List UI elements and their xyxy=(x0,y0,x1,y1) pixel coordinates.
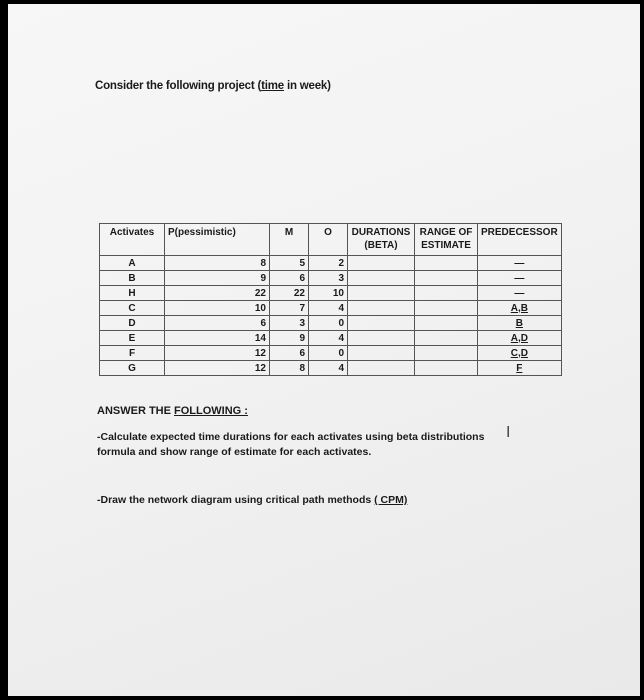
cell-activity xyxy=(100,301,165,316)
header-range-line1: RANGE OF xyxy=(419,227,473,238)
cell-o xyxy=(309,271,348,286)
cell-m-text: 9 xyxy=(299,332,305,344)
title-underlined: time xyxy=(261,80,284,92)
question-2 xyxy=(97,494,407,506)
table-row xyxy=(100,316,562,331)
cell-pessimistic xyxy=(165,256,270,271)
answer-heading xyxy=(97,405,248,417)
cell-o xyxy=(309,361,348,376)
cell-range xyxy=(415,346,478,361)
cell-range xyxy=(415,271,478,286)
question-1: -Calculate expected time durations for each activates using beta distributions formula and show range of estimate for each activates. xyxy=(97,431,485,458)
header-range xyxy=(415,224,478,256)
cell-o-text: 3 xyxy=(338,272,344,284)
table-row xyxy=(100,346,562,361)
cell-duration xyxy=(348,331,415,346)
page-title xyxy=(95,80,331,92)
cell-pessimistic-text: 14 xyxy=(254,332,266,344)
table-row xyxy=(100,256,562,271)
table-row xyxy=(100,301,562,316)
cell-activity-text: G xyxy=(128,362,136,374)
cell-predecessor-text: A,B xyxy=(510,302,528,314)
cell-m xyxy=(270,256,309,271)
cell-duration xyxy=(348,361,415,376)
header-durations xyxy=(348,224,415,256)
cell-m-text: 6 xyxy=(299,347,305,359)
title-paren-open: ( xyxy=(254,80,262,92)
cell-predecessor-text: — xyxy=(514,257,525,269)
cell-o xyxy=(309,286,348,301)
cell-m-text: 5 xyxy=(299,257,305,269)
cell-predecessor-text: A,D xyxy=(510,332,528,344)
cell-activity-text: H xyxy=(128,287,136,299)
cell-m xyxy=(270,301,309,316)
cell-o xyxy=(309,316,348,331)
cell-activity xyxy=(100,271,165,286)
cell-predecessor-text: B xyxy=(515,317,523,329)
table-header-row xyxy=(100,224,562,256)
cell-predecessor xyxy=(478,256,562,271)
title-prefix: Consider the following project xyxy=(95,80,255,92)
cell-o-text: 0 xyxy=(338,347,344,359)
cell-pessimistic xyxy=(165,301,270,316)
cell-pessimistic xyxy=(165,286,270,301)
cell-pessimistic-text: 6 xyxy=(260,317,266,329)
cell-activity-text: B xyxy=(128,272,136,284)
text-cursor-icon: I xyxy=(506,423,511,441)
cell-o-text: 4 xyxy=(338,302,344,314)
header-range-line2: ESTIMATE xyxy=(421,240,471,251)
cell-predecessor xyxy=(478,316,562,331)
question-2-underlined: ( CPM) xyxy=(374,494,408,506)
cell-m xyxy=(270,286,309,301)
cell-pessimistic xyxy=(165,316,270,331)
cell-pessimistic-text: 22 xyxy=(254,287,266,299)
cell-duration xyxy=(348,301,415,316)
cell-activity-text: C xyxy=(128,302,136,314)
header-o: O xyxy=(309,224,348,256)
title-suffix: in week xyxy=(283,80,328,92)
cell-predecessor xyxy=(478,331,562,346)
cell-activity-text: A xyxy=(128,257,136,269)
cell-activity-text: F xyxy=(128,347,136,359)
header-durations-line2: (BETA) xyxy=(364,240,398,251)
cell-pessimistic xyxy=(165,271,270,286)
header-activity: Activates xyxy=(100,224,165,256)
cell-duration xyxy=(348,286,415,301)
answer-prefix: ANSWER THE xyxy=(97,405,174,417)
cell-activity xyxy=(100,331,165,346)
cell-m xyxy=(270,316,309,331)
cell-range xyxy=(415,301,478,316)
cell-activity xyxy=(100,256,165,271)
cell-predecessor-text: F xyxy=(516,362,523,374)
cell-activity xyxy=(100,316,165,331)
cell-m-text: 8 xyxy=(299,362,305,374)
cell-pessimistic-text: 8 xyxy=(260,257,266,269)
header-m: M xyxy=(270,224,309,256)
title-paren-close: ) xyxy=(327,80,331,92)
cell-predecessor-text: — xyxy=(514,272,525,284)
cell-range xyxy=(415,286,478,301)
cell-duration xyxy=(348,256,415,271)
cell-predecessor xyxy=(478,286,562,301)
cell-pessimistic-text: 12 xyxy=(254,347,266,359)
cell-range xyxy=(415,256,478,271)
cell-m-text: 7 xyxy=(299,302,305,314)
table-row xyxy=(100,331,562,346)
cell-pessimistic-text: 10 xyxy=(254,302,266,314)
cell-o-text: 10 xyxy=(332,287,344,299)
answer-underlined: FOLLOWING : xyxy=(174,405,248,417)
cell-activity xyxy=(100,286,165,301)
cell-o-text: 4 xyxy=(338,362,344,374)
cell-predecessor-text: C,D xyxy=(510,347,528,359)
cell-o-text: 2 xyxy=(338,257,344,269)
cell-o xyxy=(309,301,348,316)
header-durations-line1: DURATIONS xyxy=(351,227,411,238)
cell-range xyxy=(415,316,478,331)
cell-predecessor xyxy=(478,271,562,286)
cell-duration xyxy=(348,346,415,361)
cell-pessimistic xyxy=(165,361,270,376)
header-predecessor: PREDECESSOR xyxy=(478,224,562,256)
cell-predecessor-text: — xyxy=(514,287,525,299)
header-pessimistic: P(pessimistic) xyxy=(165,224,270,256)
cell-predecessor xyxy=(478,301,562,316)
cell-o xyxy=(309,346,348,361)
project-table xyxy=(99,223,562,376)
table-row xyxy=(100,361,562,376)
cell-pessimistic-text: 12 xyxy=(254,362,266,374)
cell-predecessor xyxy=(478,346,562,361)
cell-activity xyxy=(100,346,165,361)
cell-o-text: 0 xyxy=(338,317,344,329)
cell-o-text: 4 xyxy=(338,332,344,344)
cell-activity xyxy=(100,361,165,376)
cell-m-text: 6 xyxy=(299,272,305,284)
cell-pessimistic xyxy=(165,331,270,346)
cell-m xyxy=(270,271,309,286)
cell-range xyxy=(415,331,478,346)
cell-activity-text: D xyxy=(128,317,136,329)
cell-o xyxy=(309,331,348,346)
cell-activity-text: E xyxy=(128,332,136,344)
table-row xyxy=(100,271,562,286)
cell-m xyxy=(270,331,309,346)
cell-pessimistic-text: 9 xyxy=(260,272,266,284)
cell-pessimistic xyxy=(165,346,270,361)
cell-duration xyxy=(348,316,415,331)
cell-m-text: 22 xyxy=(293,287,305,299)
cell-m xyxy=(270,361,309,376)
question-2-prefix: -Draw the network diagram using critical path methods xyxy=(97,494,375,506)
cell-m xyxy=(270,346,309,361)
cell-duration xyxy=(348,271,415,286)
table-row xyxy=(100,286,562,301)
cell-m-text: 3 xyxy=(299,317,305,329)
cell-predecessor xyxy=(478,361,562,376)
cell-o xyxy=(309,256,348,271)
cell-range xyxy=(415,361,478,376)
